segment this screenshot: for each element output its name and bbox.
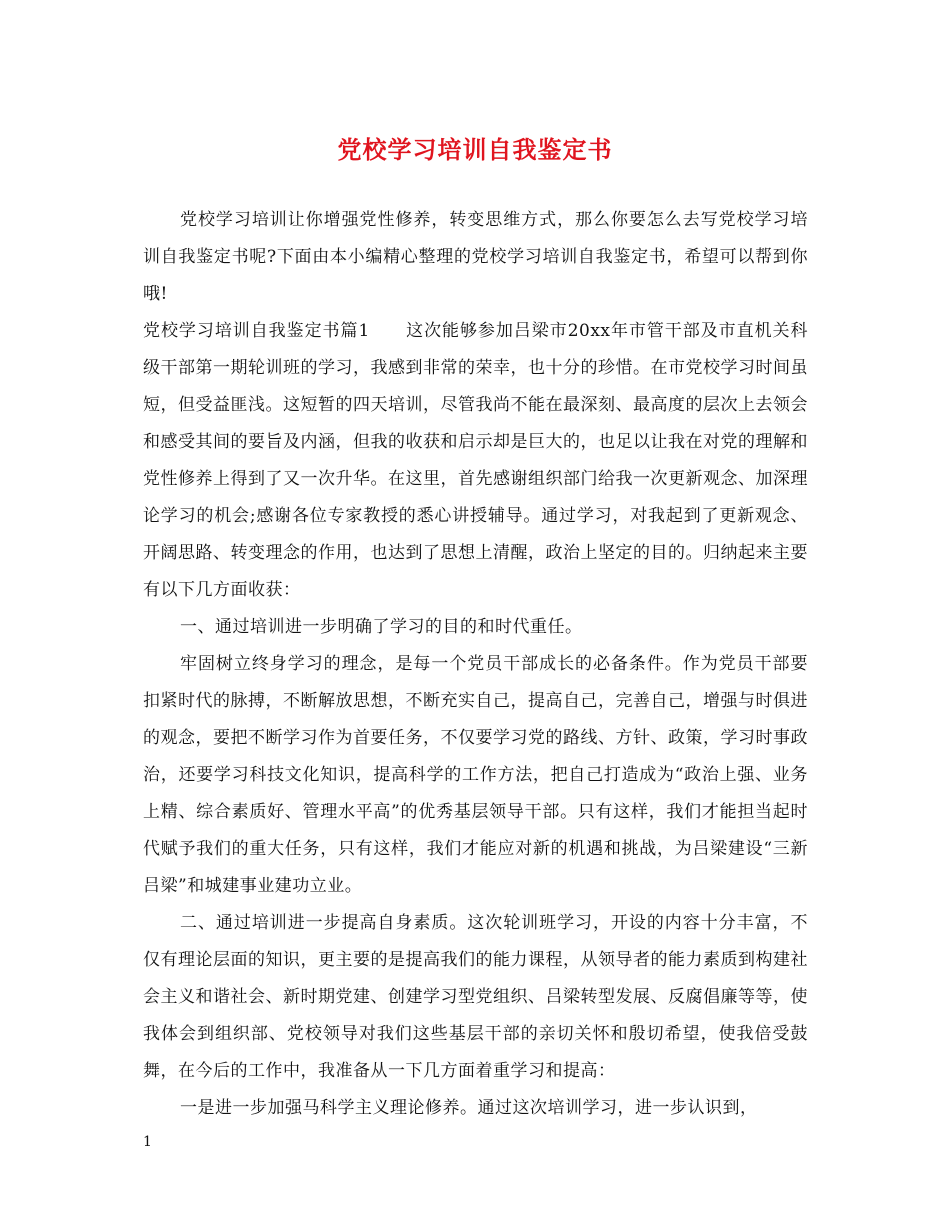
subpoint-1-paragraph: 一是进一步加强马科学主义理论修养。通过这次培训学习，进一步认识到， — [180, 1098, 758, 1118]
document-body — [143, 202, 808, 1127]
point-1-paragraph: 牢固树立终身学习的理念，是每一个党员干部成长的必备条件。作为党员干部要扣紧时代的脉搏，不断解放思想，不断充实自己，提高自己，完善自己，增强与时俱进的观念，要把不断学习作为首要任务，不仅要学习党的路线、方针、政策，学习时事政治，还要学习科技文化知识，提高科学的工作方法，把自己打造成为“政治上强、业务上精、综合素质好、管理水平高”的优秀基层领导干部。只有这样，我们才能担当起时代赋予我们的重大任务，只有这样，我们才能应对新的机遇和挑战，为吕梁建设“三新吕梁”和城建事业建功立业。 — [143, 654, 808, 896]
document-title: 党校学习培训自我鉴定书 — [337, 135, 613, 164]
intro-paragraph: 党校学习培训让你增强党性修养，转变思维方式，那么你要怎么去写党校学习培训自我鉴定书呢?下面由本小编精心整理的党校学习培训自我鉴定书，希望可以帮到你哦! — [143, 210, 808, 304]
page-number: 1 — [143, 1134, 152, 1150]
heading-point-1: 一、通过培训进一步明确了学习的目的和时代重任。 — [180, 617, 583, 637]
section-1-paragraph: 党校学习培训自我鉴定书篇1 这次能够参加吕梁市20xx年市管干部及市直机关科级干部第一期轮训班的学习，我感到非常的荣幸，也十分的珍惜。在市党校学习时间虽短，但受益匪浅。这短暂的四天培训，尽管我尚不能在最深刻、最高度的层次上去领会和感受其间的要旨及内涵，但我的收获和启示却是巨大的，也足以让我在对党的理解和党性修养上得到了又一次升华。在这里，首先感谢组织部门给我一次更新观念、加深理论学习的机会;感谢各位专家教授的悉心讲授辅导。通过学习，对我起到了更新观念、开阔思路、转变理念的作用，也达到了思想上清醒，政治上坚定的目的。归纳起来主要有以下几方面收获： — [143, 321, 808, 600]
point-2-paragraph: 二、通过培训进一步提高自身素质。这次轮训班学习，开设的内容十分丰富，不仅有理论层面的知识，更主要的是提高我们的能力课程，从领导者的能力素质到构建社会主义和谐社会、新时期党建、创建学习型党组织、吕梁转型发展、反腐倡廉等等，使我体会到组织部、党校领导对我们这些基层干部的亲切关怀和殷切希望，使我倍受鼓舞，在今后的工作中，我准备从一下几方面着重学习和提高： — [143, 913, 808, 1081]
